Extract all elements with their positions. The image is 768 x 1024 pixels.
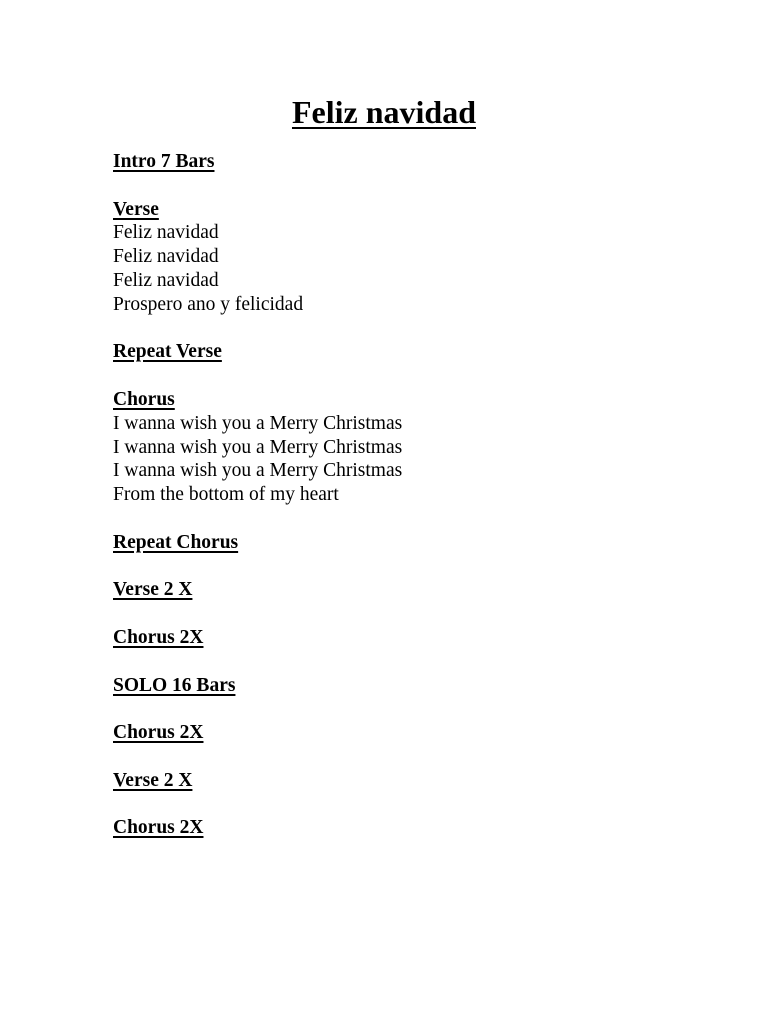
spacer [113,555,713,579]
verse-heading: Verse [113,198,159,220]
spacer [113,793,713,817]
arrangement-step: Verse 2 X [113,769,193,791]
page-title: Feliz navidad [291,94,476,130]
chorus-line: I wanna wish you a Merry Christmas [113,412,403,434]
repeat-verse-heading: Repeat Verse [113,341,222,363]
verse-line: Prospero ano y felicidad [113,293,304,315]
chorus-heading: Chorus [113,388,175,410]
spacer [113,507,713,531]
arrangement-step: Verse 2 X [113,579,193,601]
arrangement-step: SOLO 16 Bars [113,674,236,696]
intro-heading: Intro 7 Bars [113,151,215,172]
arrangement-step: Chorus 2X [113,626,204,648]
chorus-line: I wanna wish you a Merry Christmas [113,460,403,482]
verse-line: Feliz navidad [113,246,219,268]
song-structure [113,150,713,840]
spacer [113,364,713,388]
chorus-line: I wanna wish you a Merry Christmas [113,436,403,458]
chorus-line: From the bottom of my heart [113,484,339,506]
verse-line: Feliz navidad [113,269,219,291]
verse-line: Feliz navidad [113,222,219,244]
spacer [113,697,713,721]
repeat-chorus-heading: Repeat Chorus [113,531,239,553]
spacer [113,174,713,198]
spacer [113,650,713,674]
spacer [113,602,713,626]
spacer [113,745,713,769]
arrangement-step: Chorus 2X [113,722,204,744]
spacer [113,317,713,341]
arrangement-step: Chorus 2X [113,817,204,839]
page-title-wrapper [0,92,768,132]
